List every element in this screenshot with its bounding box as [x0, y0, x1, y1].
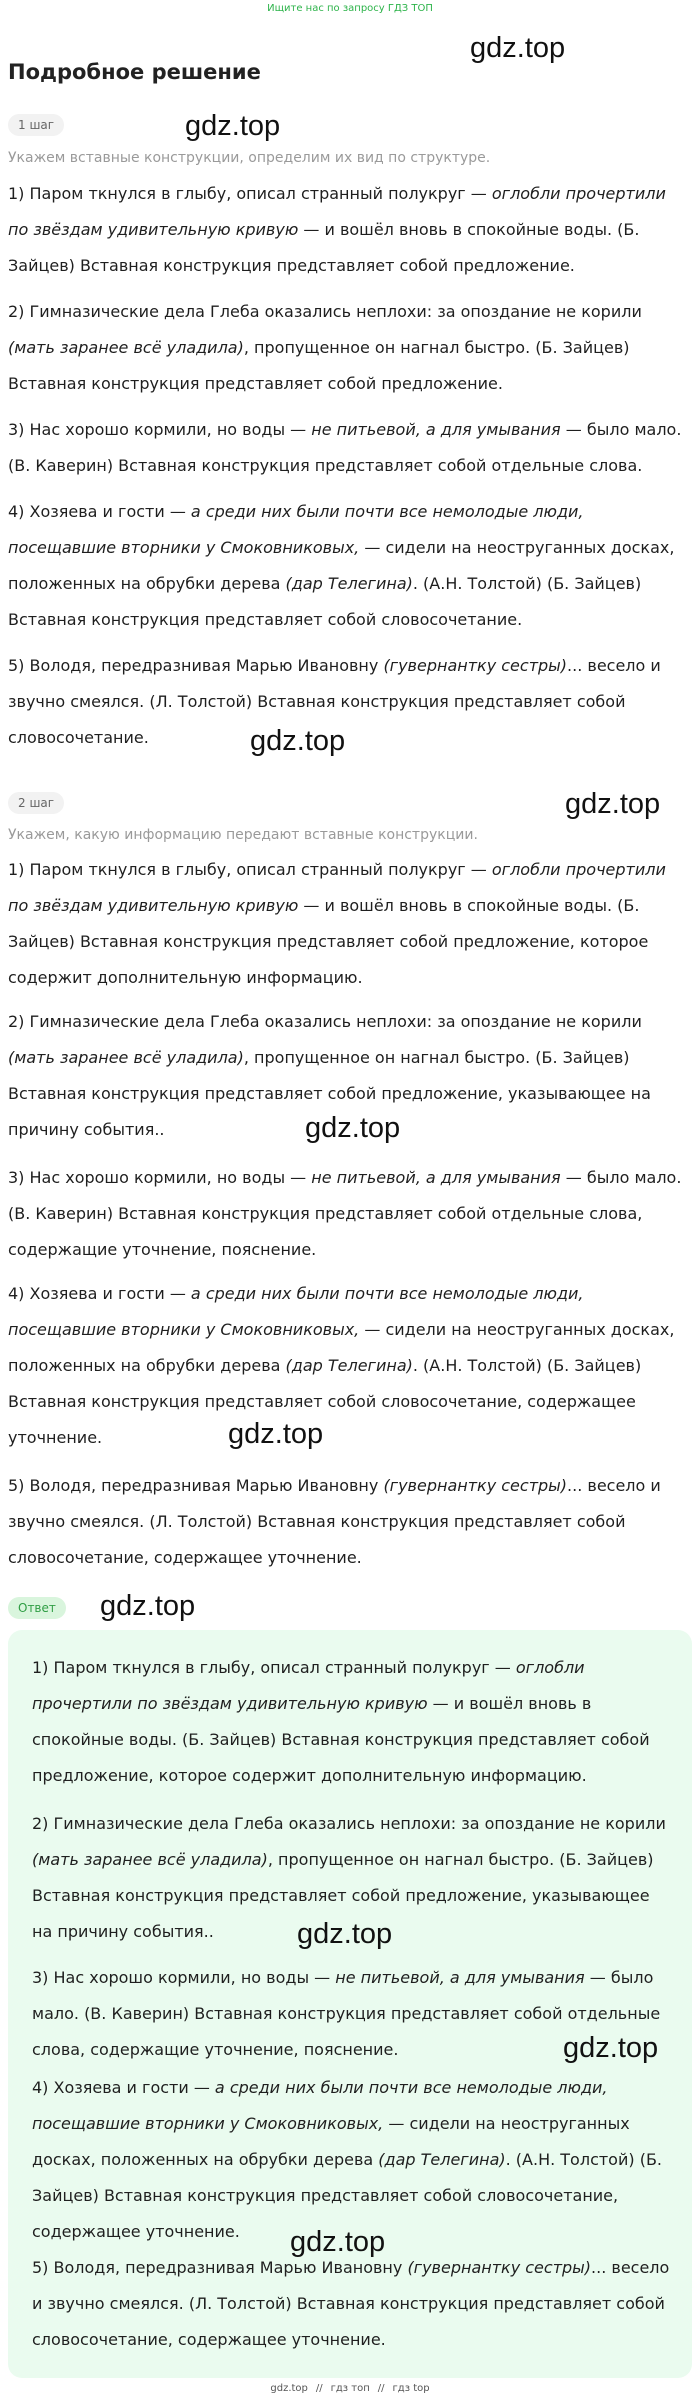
top-banner-link[interactable]: Ищите нас по запросу ГДЗ ТОП	[267, 3, 433, 14]
answer-item-1: 1) Паром ткнулся в глыбу, описал странный полукруг — оглобли прочертили по звёздам удивительную кривую — и вошёл вновь в спокойные воды. (Б. Зайцев) Вставная конструкция представляет собой предложение, которое содержит дополнительную информацию.	[32, 1658, 650, 1785]
page-title: Подробное решение	[8, 60, 261, 84]
answer-item-2: 2) Гимназические дела Глеба оказались неплохи: за опоздание не корили (мать заранее всё уладила), пропущенное он нагнал быстро. (Б. Зайцев) Вставная конструкция представляет собой предложение, указывающее на причину события..	[32, 1814, 666, 1941]
step-1-item-2: 2) Гимназические дела Глеба оказались неплохи: за опоздание не корили (мать заранее всё уладила), пропущенное он нагнал быстро. (Б. Зайцев) Вставная конструкция представляет собой предложение.	[8, 302, 642, 393]
step-1-item-4: 4) Хозяева и гости — а среди них были почти все немолодые люди, посещавшие вторники у Смоковниковых, — сидели на неоструганных досках, положенных на обрубки дерева (дар Телегина). (А.Н. Толстой) (Б. Зайцев) Вставная конструкция представляет собой словосочетание.	[8, 502, 675, 629]
step-2-item-4: 4) Хозяева и гости — а среди них были почти все немолодые люди, посещавшие вторники у Смоковниковых, — сидели на неоструганных досках, положенных на обрубки дерева (дар Телегина). (А.Н. Толстой) (Б. Зайцев) Вставная конструкция представляет собой словосочетание, содержащее уточнение.	[8, 1284, 675, 1447]
watermark: gdz.top	[100, 1590, 196, 1622]
answer-item-3: 3) Нас хорошо кормили, но воды — не питьевой, а для умывания — было мало. (В. Каверин) Вставная конструкция представляет собой отдельные слова, содержащие уточнение, пояснение.	[32, 1968, 661, 2059]
step-2-item-3: 3) Нас хорошо кормили, но воды — не питьевой, а для умывания — было мало. (В. Каверин) Вставная конструкция представляет собой отдельные слова, содержащие уточнение, пояснение.	[8, 1168, 682, 1259]
step-2-item-5: 5) Володя, передразнивая Марью Ивановну (гувернантку сестры)... весело и звучно смеялся. (Л. Толстой) Вставная конструкция представляет собой словосочетание, содержащее уточнение.	[8, 1476, 661, 1567]
watermark: gdz.top	[290, 2226, 386, 2258]
footer-link-3[interactable]: гдз top	[392, 2383, 430, 2394]
step-1-item-5: 5) Володя, передразнивая Марью Ивановну (гувернантку сестры)... весело и звучно смеялся. (Л. Толстой) Вставная конструкция представляет собой словосочетание.	[8, 656, 661, 747]
answer-item-4: 4) Хозяева и гости — а среди них были почти все немолодые люди, посещавшие вторники у Смоковниковых, — сидели на неоструганных досках, положенных на обрубки дерева (дар Телегина). (А.Н. Толстой) (Б. Зайцев) Вставная конструкция представляет собой словосочетание, содержащее уточнение.	[32, 2078, 662, 2241]
step-1-badge: 1 шаг	[8, 114, 64, 136]
footer-link-1[interactable]: gdz.top	[270, 2383, 308, 2394]
step-2-item-2: 2) Гимназические дела Глеба оказались неплохи: за опоздание не корили (мать заранее всё уладила), пропущенное он нагнал быстро. (Б. Зайцев) Вставная конструкция представляет собой предложение, указывающее на причину события..	[8, 1012, 651, 1139]
watermark: gdz.top	[250, 725, 346, 757]
watermark: gdz.top	[228, 1418, 324, 1450]
step-2-badge: 2 шаг	[8, 792, 64, 814]
step-2-item-1: 1) Паром ткнулся в глыбу, описал странный полукруг — оглобли прочертили по звёздам удивительную кривую — и вошёл вновь в спокойные воды. (Б. Зайцев) Вставная конструкция представляет собой предложение, которое содержит дополнительную информацию.	[8, 860, 666, 987]
watermark: gdz.top	[470, 32, 566, 64]
step-1-item-1: 1) Паром ткнулся в глыбу, описал странный полукруг — оглобли прочертили по звёздам удивительную кривую — и вошёл вновь в спокойные воды. (Б. Зайцев) Вставная конструкция представляет собой предложение.	[8, 184, 666, 275]
answer-badge: Ответ	[8, 1597, 66, 1619]
answer-box	[8, 1630, 692, 2378]
footer-separator: //	[315, 2383, 323, 2394]
watermark: gdz.top	[297, 1918, 393, 1950]
footer	[0, 2380, 700, 2398]
step-1-item-3: 3) Нас хорошо кормили, но воды — не питьевой, а для умывания — было мало. (В. Каверин) Вставная конструкция представляет собой отдельные слова.	[8, 420, 682, 475]
watermark: gdz.top	[563, 2032, 659, 2064]
watermark: gdz.top	[185, 110, 281, 142]
footer-separator: //	[377, 2383, 385, 2394]
footer-link-2[interactable]: гдз топ	[330, 2383, 370, 2394]
watermark: gdz.top	[565, 788, 661, 820]
watermark: gdz.top	[305, 1112, 401, 1144]
answer-item-5: 5) Володя, передразнивая Марью Ивановну (гувернантку сестры)... весело и звучно смеялся. (Л. Толстой) Вставная конструкция представляет собой словосочетание, содержащее уточнение.	[32, 2258, 670, 2349]
step-1-description: Укажем вставные конструкции, определим их вид по структуре.	[8, 150, 491, 166]
step-2-description: Укажем, какую информацию передают вставные конструкции.	[8, 827, 478, 843]
